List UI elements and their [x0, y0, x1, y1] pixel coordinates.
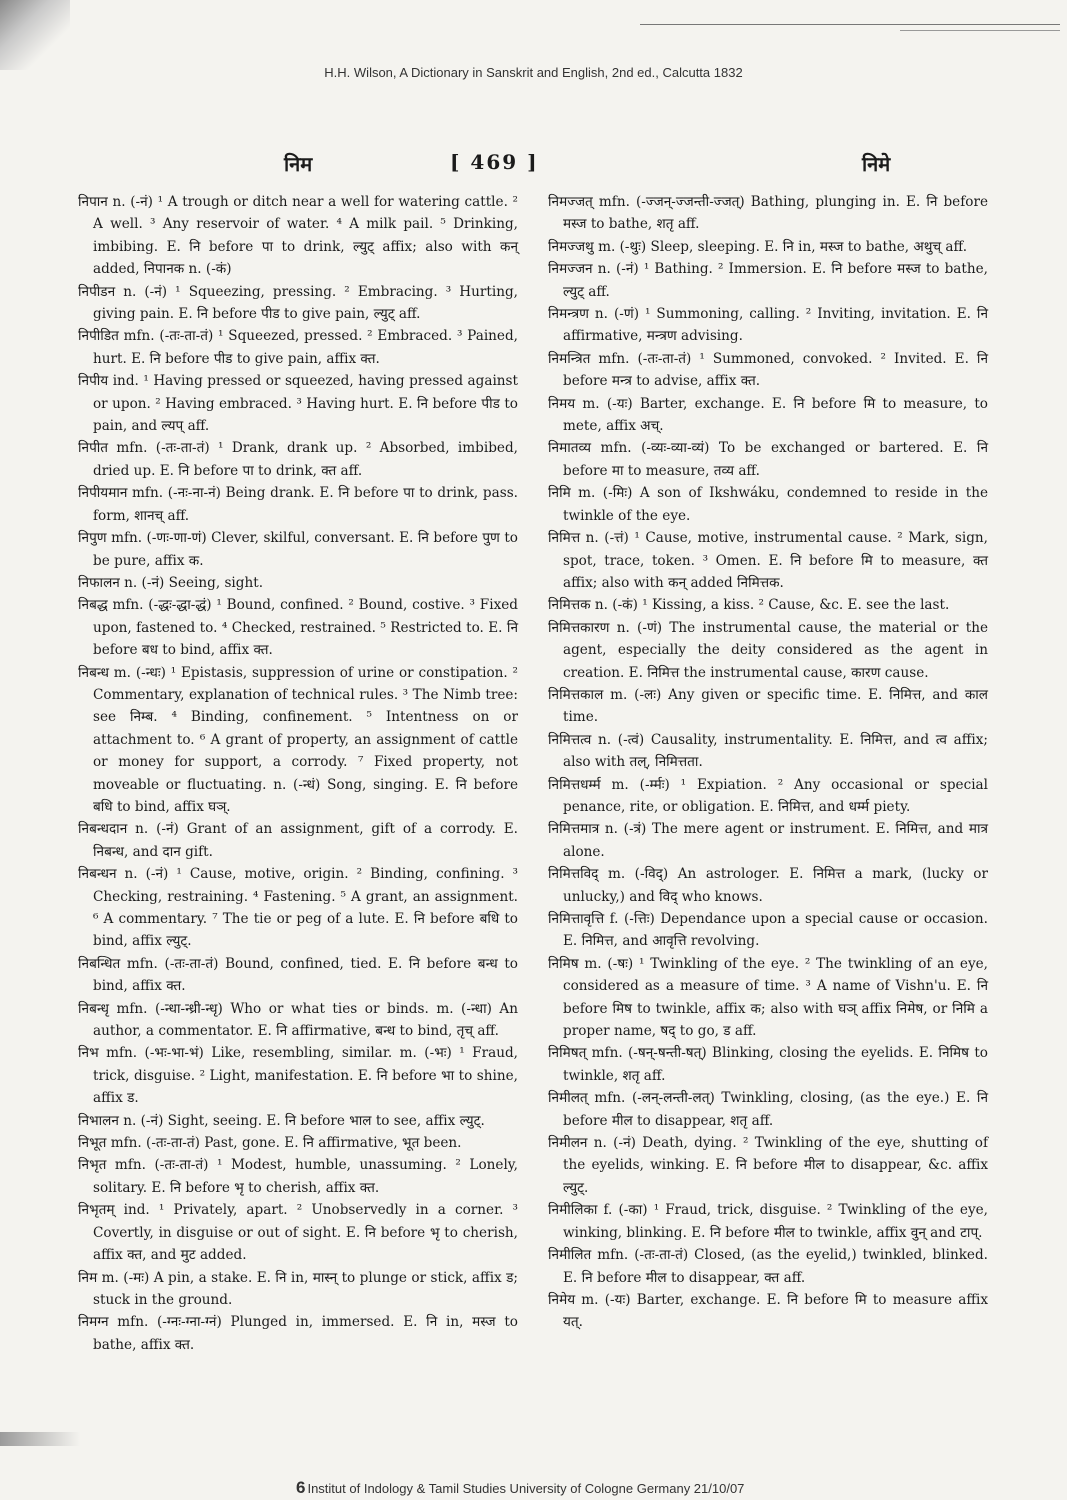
- scan-edge-mark: [0, 1432, 80, 1446]
- dictionary-entry: निबद्ध mfn. (-द्धः-द्धा-द्धं) ¹ Bound, confined. ² Bound, costive. ³ Fixed upon, fastened to. ⁴ Checked, restrained. ⁵ Restricted to. E. नि before बध to bind, affix क्त.: [78, 597, 518, 659]
- footer: [296, 1478, 744, 1498]
- dictionary-entry: निपीडन n. (-नं) ¹ Squeezing, pressing. ² Embracing. ³ Hurting, giving pain. E. नि before पीड to give pain, ल्युट् aff.: [78, 283, 518, 323]
- dictionary-entry: निमीलन n. (-नं) Death, dying. ² Twinkling of the eye, shutting of the eyelids, winking. E. नि before मील to disappear, &c. affix ल्युट्.: [548, 1135, 988, 1196]
- running-head: [0, 150, 1067, 180]
- scan-rule-2: [900, 30, 1060, 31]
- running-head-right: निमे: [862, 152, 891, 176]
- dictionary-entry: निभृतम् ind. ¹ Privately, apart. ² Unobservedly in a corner. ³ Covertly, in disguise or out of sight. E. नि before भृ to cherish, affix क्त, and मुट added.: [78, 1202, 518, 1264]
- scan-rule: [640, 24, 1060, 25]
- dictionary-entry: निमित्तविद् m. (-विद्) An astrologer. E. निमित्त a mark, (lucky or unlucky,) and विद् who knows.: [548, 866, 988, 905]
- running-head-left: निम: [284, 152, 313, 176]
- dictionary-entry: निमीलित mfn. (-तः-ता-तं) Closed, (as the eyelid,) twinkled, blinked. E. नि before मील to disappear, क्त aff.: [548, 1247, 988, 1286]
- dictionary-entry: निभृत mfn. (-तः-ता-तं) ¹ Modest, humble, unassuming. ² Lonely, solitary. E. नि before भृ to cherish, affix क्त.: [78, 1157, 518, 1196]
- dictionary-entry: निबन्ध m. (-न्धः) ¹ Epistasis, suppression of urine or constipation. ² Commentary, explanation of technical rules. ³ The Nimb tree: see निम्ब. ⁴ Binding, confinement. ⁵ Intentness on or attachment to. ⁶ A grant of property, an assignment of cattle or money for support, a corrody. ⁷ Fixed property, not moveable or fluctuating. n. (-न्धं) Song, singing. E. नि before बधि to bind, affix घञ्.: [78, 664, 518, 815]
- page-number: [ 469 ]: [450, 150, 539, 174]
- source-line: H.H. Wilson, A Dictionary in Sanskrit and English, 2nd ed., Calcutta 1832: [324, 65, 743, 80]
- signature-mark: 6: [296, 1478, 306, 1497]
- dictionary-entry: निमित्तकाल m. (-लः) Any given or specific time. E. निमित्त, and काल time.: [548, 686, 988, 726]
- dictionary-entry: निमि m. (-मिः) A son of Ikshwáku, condemned to reside in the twinkle of the eye.: [548, 485, 988, 524]
- dictionary-entry: निमज्जत् mfn. (-ज्जन्-ज्जन्ती-ज्जत्) Bathing, plunging in. E. नि before मस्ज to bathe, शतृ aff.: [548, 194, 988, 233]
- left-column: [78, 191, 518, 1356]
- dictionary-entry: निपीडित mfn. (-तः-ता-तं) ¹ Squeezed, pressed. ² Embraced. ³ Pained, hurt. E. नि before पीड to give pain, affix क्त.: [78, 328, 518, 367]
- dictionary-entry: निभूत mfn. (-तः-ता-तं) Past, gone. E. नि affirmative, भूत been.: [78, 1135, 462, 1152]
- dictionary-entry: निमग्न mfn. (-ग्नः-ग्ना-ग्नं) Plunged in, immersed. E. नि in, मस्ज to bathe, affix क्त.: [78, 1314, 518, 1353]
- dictionary-entry: निबन्धृ mfn. (-न्धा-न्ध्री-न्धृ) Who or what ties or binds. m. (-न्धा) An author, a commentator. E. नि affirmative, बन्ध to bind, तृच् aff.: [78, 1000, 518, 1040]
- dictionary-entry: निबन्धित mfn. (-तः-ता-तं) Bound, confined, tied. E. नि before बन्ध to bind, affix क्त.: [78, 955, 518, 995]
- dictionary-entry: निमित्तकारण n. (-णं) The instrumental cause, the material or the agent, especially the deity considered as the agent in creation. E. निमित्त the instrumental cause, कारण cause.: [548, 619, 988, 681]
- dictionary-entry: निमन्त्रित mfn. (-तः-ता-तं) ¹ Summoned, convoked. ² Invited. E. नि before मन्त्र to advise, affix क्त.: [548, 350, 988, 390]
- dictionary-entry: निमित्त n. (-त्तं) ¹ Cause, motive, instrumental cause. ² Mark, sign, spot, trace, token. ³ Omen. E. नि before मि to measure, क्त affix; also with कन् added निमित्तक.: [548, 530, 988, 591]
- dictionary-entry: निपीय ind. ¹ Having pressed or squeezed, having pressed against or upon. ² Having embraced. ³ Having hurt. E. नि before पीड to pain, and ल्यप् aff.: [78, 373, 518, 435]
- dictionary-entry: निमीलत् mfn. (-लन्-लन्ती-लत्) Twinkling, closing, (as the eye.) E. नि before मील to disappear, शतृ aff.: [548, 1090, 988, 1129]
- dictionary-entry: निमय m. (-यः) Barter, exchange. E. नि before मि to measure, to mete, affix अच्.: [548, 395, 988, 435]
- dictionary-entry: निफालन n. (-नं) Seeing, sight.: [78, 574, 264, 591]
- dictionary-entry: निमीलिका f. (-का) ¹ Fraud, trick, disguise. ² Twinkling of the eye, winking, blinking. E. नि before मील to twinkle, affix वुन् and टाप्.: [548, 1202, 988, 1241]
- dictionary-entry: निपान n. (-नं) ¹ A trough or ditch near a well for watering cattle. ² A well. ³ Any reservoir of water. ⁴ A milk pail. ⁵ Drinking, imbibing. E. नि before पा to drink, ल्युट् affix; also with कन् added, निपानक n. (-कं): [78, 194, 518, 278]
- dictionary-entry: निमित्तमात्र n. (-त्रं) The mere agent or instrument. E. निमित्त, and मात्र alone.: [548, 821, 988, 860]
- dictionary-entry: निपुण mfn. (-णः-णा-णं) Clever, skilful, conversant. E. नि before पुण to be pure, affix क.: [78, 530, 518, 569]
- dictionary-entry: निमेय m. (-यः) Barter, exchange. E. नि before मि to measure affix यत्.: [548, 1291, 988, 1331]
- dictionary-entry: निमिष m. (-षः) ¹ Twinkling of the eye. ² The twinkling of an eye, considered as a measure of time. ³ A name of Vishn'u. E. नि before मिष to twinkle, affix क; also with घञ् affix निमेष, or निमि a proper name, षद् to go, ड aff.: [548, 955, 988, 1040]
- dictionary-entry: निमज्जथु m. (-थुः) Sleep, sleeping. E. नि in, मस्ज to bathe, अथुच् aff.: [548, 238, 968, 255]
- dictionary-entry: निपीत mfn. (-तः-ता-तं) ¹ Drank, drank up. ² Absorbed, imbibed, dried up. E. नि before पा to drink, क्त aff.: [78, 440, 518, 479]
- dictionary-entry: निमज्जन n. (-नं) ¹ Bathing. ² Immersion. E. नि before मस्ज to bathe, ल्युट् aff.: [548, 261, 988, 300]
- dictionary-entry: निमित्तावृत्ति f. (-त्तिः) Dependance upon a special cause or occasion. E. निमित्त, and आवृत्ति revolving.: [548, 911, 988, 950]
- dictionary-entry: निपीयमान mfn. (-नः-ना-नं) Being drank. E. नि before पा to drink, pass. form, शानच् aff.: [78, 485, 518, 524]
- dictionary-entry: निमन्त्रण n. (-णं) ¹ Summoning, calling. ² Inviting, invitation. E. नि affirmative, मन्त्रण advising.: [548, 306, 988, 345]
- dictionary-entry: निमित्तधर्म्म m. (-र्म्मः) ¹ Expiation. ² Any occasional or special penance, rite, or obligation. E. निमित्त, and धर्म्म piety.: [548, 776, 988, 815]
- dictionary-entry: निमित्तक n. (-कं) ¹ Kissing, a kiss. ² Cause, &c. E. see the last.: [548, 597, 950, 614]
- dictionary-entry: निबन्धन n. (-नं) ¹ Cause, motive, origin. ² Binding, confining. ³ Checking, restraining. ⁴ Fastening. ⁵ A grant, an assignment. ⁶ A commentary. ⁷ The tie or peg of a lute. E. नि before बधि to bind, affix ल्युट्.: [78, 866, 518, 950]
- right-column: [548, 191, 988, 1334]
- dictionary-entry: निमित्तत्व n. (-त्वं) Causality, instrumentality. E. निमित्त, and त्व affix; also with तल्, निमित्तता.: [548, 731, 988, 771]
- dictionary-entry: निमातव्य mfn. (-व्यः-व्या-व्यं) To be exchanged or bartered. E. नि before मा to measure, तव्य aff.: [548, 440, 988, 479]
- dictionary-entry: निबन्धदान n. (-नं) Grant of an assignment, gift of a corrody. E. निबन्ध, and दान gift.: [78, 821, 518, 860]
- dictionary-entry: निमिषत् mfn. (-षन्-षन्ती-षत्) Blinking, closing the eyelids. E. निमिष to twinkle, शतृ aff.: [548, 1045, 988, 1084]
- dictionary-entry: निभालन n. (-नं) Sight, seeing. E. नि before भाल to see, affix ल्युट्.: [78, 1112, 485, 1129]
- dictionary-entry: निभ mfn. (-भः-भा-भं) Like, resembling, similar. m. (-भः) ¹ Fraud, trick, disguise. ² Light, manifestation. E. नि before भा to shine, affix ड.: [78, 1045, 518, 1107]
- dictionary-entry: निम m. (-मः) A pin, a stake. E. नि in, मास्न् to plunge or stick, affix ड; stuck in the ground.: [78, 1269, 518, 1308]
- footer-text: Institut of Indology & Tamil Studies University of Cologne Germany 21/10/07: [307, 1481, 745, 1496]
- scan-shadow: [0, 0, 70, 70]
